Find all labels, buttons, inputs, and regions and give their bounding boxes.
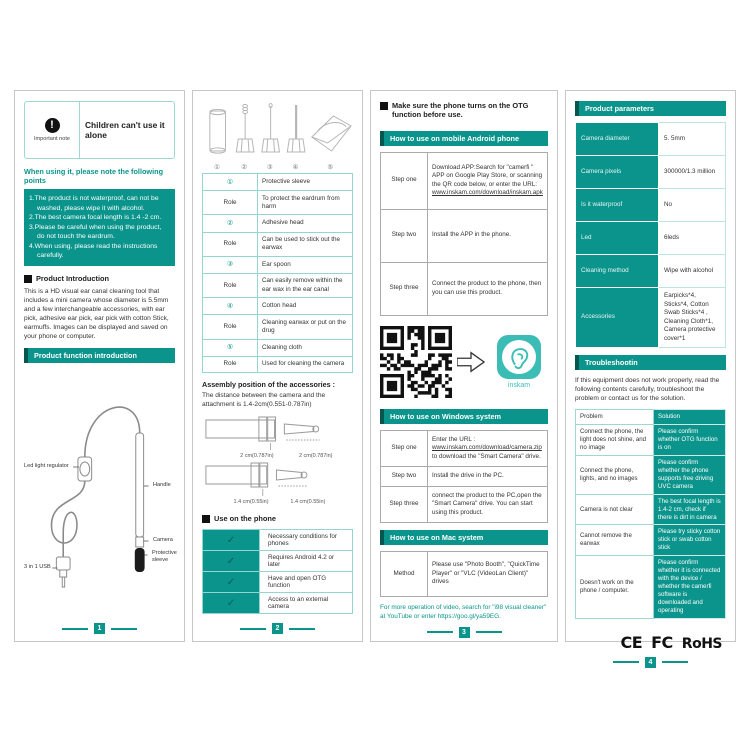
param-row <box>576 222 726 255</box>
accessory-number: ② <box>241 164 248 171</box>
step-label: Step three <box>381 262 428 315</box>
param-row <box>576 123 726 156</box>
accessory-numbers <box>202 163 353 173</box>
page-marker <box>202 618 353 636</box>
panel-4 <box>565 90 736 666</box>
step-text: connect the product to the PC,open the "Smart Camera" drive. You can start using this product. <box>428 486 548 523</box>
manual-sheet <box>14 90 736 666</box>
troubleshooting-text: If this equipment does not work properly, read the following contents carefully, troubleshoot the problem or contact us for the solution. <box>575 377 720 403</box>
method-text: Please use "Photo Booth", "QuickTime Player" or "VLC (VideoLan Client)" drives <box>428 552 548 597</box>
warning-item: 3.Please be careful when using the product, do not touch the eardrum. <box>29 223 162 241</box>
windows-section-header: How to use on Windows system <box>380 409 548 424</box>
accessory-num-cell: ⑤ <box>203 339 258 356</box>
fcc-logo: FC <box>651 632 673 652</box>
role-label-cell: Role <box>203 356 258 372</box>
use-on-phone-title: Use on the phone <box>214 514 277 524</box>
table-row <box>203 298 353 315</box>
step-row <box>381 152 548 209</box>
page-number: 2 <box>272 623 283 634</box>
role-label-cell: Role <box>203 232 258 256</box>
step-label: Step three <box>381 486 428 523</box>
accessory-number: ① <box>214 164 220 171</box>
page-dash <box>111 628 137 630</box>
warning-heading: When using it, please note the following points <box>24 167 164 185</box>
accessory-name-cell: Cleaning cloth <box>258 339 353 356</box>
panel-1 <box>14 90 185 642</box>
trouble-row <box>576 494 726 525</box>
windows-steps-table <box>380 430 548 524</box>
device-drawing <box>24 371 175 607</box>
product-introduction-text: This is a HD visual ear canal cleaning tool that includes a mini camera whose diameter is 5.5mm and a few interchangeable accessories, with ear pick, adhesive ear pick, ear pick with cotton Stick, earmuffs. Images can be displayed and saved on your phone or computer. <box>24 287 169 341</box>
otg-note-text: Make sure the phone turns on the OTG function before use. <box>392 101 529 120</box>
param-value: 6leds <box>659 222 726 255</box>
step-text-body: Download APP:Search for "camerfi " APP on Google Play Store, or scanning the QR code below, or enter the URL: <box>432 163 543 188</box>
param-value: Earpicks*4, Sticks*4, Cotton Swab Sticks*4 , Cleaning Cloth*1, Camera protective cover*1 <box>659 288 726 348</box>
trouble-row <box>576 455 726 494</box>
parameters-table <box>575 122 726 348</box>
page-marker <box>380 622 548 640</box>
problem-cell: Connect the phone, the light does not shine, and no image <box>576 425 654 456</box>
protective-sleeve-shape <box>135 548 145 572</box>
page-dash <box>240 628 266 630</box>
panel-2 <box>192 90 363 642</box>
role-text-cell: Used for cleaning the camera <box>258 356 353 372</box>
solution-cell: Please confirm whether the phone supports free driving UVC camera <box>654 455 726 494</box>
otg-note-header <box>380 101 548 120</box>
step-label: Step two <box>381 467 428 487</box>
step-text: Install the drive in the PC. <box>428 467 548 487</box>
accessories-table <box>202 173 353 373</box>
measure-label: 2 cm(0.787in) <box>298 453 333 460</box>
role-text-cell: Can easily remove within the ear wax in the ear canal <box>258 273 353 297</box>
checklist-row <box>203 530 353 551</box>
check-icon: ✓ <box>203 551 260 572</box>
checklist-row <box>203 551 353 572</box>
step-label: Step one <box>381 152 428 209</box>
param-row <box>576 288 726 348</box>
arrow-right-icon <box>457 351 485 373</box>
accessory-name-cell: Cotton head <box>258 298 353 315</box>
warning-item: 2.The best camera focal length is 1.4 -2 cm. <box>29 214 162 222</box>
trouble-row <box>576 425 726 456</box>
step-text-body: Enter the URL : <box>432 435 476 443</box>
parameters-header: Product parameters <box>575 101 726 116</box>
accessory-number: ④ <box>292 164 299 171</box>
mac-section-header: How to use on Mac system <box>380 530 548 545</box>
param-value: 300000/1.3 million <box>659 156 726 189</box>
problem-cell: Connect the phone, lights, and no images <box>576 455 654 494</box>
trouble-row <box>576 525 726 556</box>
solution-cell: Please confirm whether it is connected with the device / whether the camerfi software is downloaded and operating <box>654 556 726 618</box>
android-steps-table <box>380 152 548 316</box>
step-row <box>381 262 548 315</box>
protective-sleeve-label: Protective sleeve <box>152 550 177 563</box>
ce-logo: CE <box>620 632 643 652</box>
step-label: Step one <box>381 430 428 467</box>
role-label-cell: Role <box>203 273 258 297</box>
check-icon: ✓ <box>203 530 260 551</box>
qr-section <box>380 326 548 398</box>
accessory-number: ⑤ <box>327 164 334 171</box>
troubleshooting-header: Troubleshootin <box>575 355 726 370</box>
use-on-phone-header <box>202 514 353 523</box>
accessory-name-cell: Protective sleeve <box>258 174 353 191</box>
param-value: 5. 5mm <box>659 123 726 156</box>
table-row <box>203 191 353 215</box>
warning-list <box>24 189 175 266</box>
accessory-num-cell: ④ <box>203 298 258 315</box>
checklist-row <box>203 572 353 593</box>
product-introduction-title: Product Introduction <box>36 273 110 283</box>
table-row <box>203 315 353 339</box>
check-icon: ✓ <box>203 572 260 593</box>
ear-icon <box>502 340 536 374</box>
section-bullet-icon <box>24 275 32 283</box>
inskam-app-label: inskam <box>507 381 531 389</box>
mac-method-table <box>380 551 548 597</box>
assembly-diagram <box>202 412 353 506</box>
camera-label: Camera <box>153 537 173 544</box>
warning-item: 4.When using, please read the instructions carefully. <box>29 242 158 260</box>
problem-cell: Doesn't work on the phone / computer. <box>576 556 654 618</box>
table-row <box>203 356 353 372</box>
measure-label: 1.4 cm(0.55in) <box>233 499 269 506</box>
download-url[interactable]: www.inskam.com/download/inskam.apk <box>432 189 543 196</box>
assembly-title: Assembly position of the accessories : <box>202 380 336 390</box>
solution-cell: Please try sticky cotton stick or swab cotton stick <box>654 525 726 556</box>
device-diagram <box>24 371 175 607</box>
download-url[interactable]: www.inskam.com/download/camera.zip <box>432 444 542 451</box>
page-number: 3 <box>459 627 470 638</box>
page-number: 4 <box>645 657 656 668</box>
page-marker <box>24 618 175 636</box>
role-text-cell: Cleaning earwax or put on the drug <box>258 315 353 339</box>
page-dash <box>62 628 88 630</box>
param-key: Is it waterproof <box>576 189 659 222</box>
qr-code <box>380 326 452 398</box>
checklist-text: Necessary conditions for phones <box>260 530 353 551</box>
role-label-cell: Role <box>203 315 258 339</box>
page-dash <box>427 631 453 633</box>
accessory-number: ③ <box>266 164 273 171</box>
role-text-cell: To protect the eardrum from harm <box>258 191 353 215</box>
step-row <box>381 552 548 597</box>
step-row <box>381 209 548 262</box>
usb-label: 3 in 1 USB <box>24 564 51 571</box>
important-note-box <box>24 101 175 159</box>
table-row <box>203 256 353 273</box>
problem-cell: Camera is not clear <box>576 494 654 525</box>
param-row <box>576 189 726 222</box>
accessory-num-cell: ① <box>203 174 258 191</box>
trouble-row <box>576 556 726 618</box>
accessory-num-cell: ② <box>203 215 258 232</box>
exclamation-icon: ! <box>45 118 60 133</box>
param-key: Camera pixels <box>576 156 659 189</box>
step-row <box>381 486 548 523</box>
role-text-cell: Can be used to stick out the earwax <box>258 232 353 256</box>
param-key: Cleaning method <box>576 255 659 288</box>
param-key: Accessories <box>576 288 659 348</box>
step-row <box>381 467 548 487</box>
measure-label: 1.4 cm(0.55in) <box>290 499 326 506</box>
product-function-header: Product function introduction <box>24 348 175 363</box>
step-text <box>428 152 548 209</box>
handle-label: Handle <box>153 482 171 489</box>
accessory-num-cell: ③ <box>203 256 258 273</box>
problem-header: Problem <box>576 410 654 425</box>
page-dash <box>289 628 315 630</box>
solution-header: Solution <box>654 410 726 425</box>
page-marker <box>575 652 726 670</box>
step-text: Install the APP in the phone. <box>428 209 548 262</box>
table-row <box>203 339 353 356</box>
led-regulator-label: Led light regulator <box>24 463 69 470</box>
param-value: No <box>659 189 726 222</box>
accessories-figure <box>202 101 353 173</box>
section-bullet-icon <box>380 102 388 110</box>
page-number: 1 <box>94 623 105 634</box>
inskam-app <box>490 335 548 389</box>
accessory-name-cell: Ear spoon <box>258 256 353 273</box>
table-row <box>203 215 353 232</box>
step-text-body: to download the "Smart Camera" drive. <box>432 452 541 460</box>
checklist-text: Access to an external camera <box>260 593 353 614</box>
table-row <box>203 174 353 191</box>
page-dash <box>613 661 639 663</box>
accessories-drawing <box>202 101 353 163</box>
important-note-cell <box>25 102 80 158</box>
checklist-text: Requires Android 4.2 or later <box>260 551 353 572</box>
accessory-name-cell: Adhesive head <box>258 215 353 232</box>
table-row <box>203 232 353 256</box>
solution-cell: Please confirm whether OTG function is on <box>654 425 726 456</box>
param-row <box>576 255 726 288</box>
product-introduction-header <box>24 274 175 283</box>
phone-checklist <box>202 529 353 614</box>
step-text <box>428 430 548 467</box>
page-dash <box>476 631 502 633</box>
checklist-text: Have and open OTG function <box>260 572 353 593</box>
role-label-cell: Role <box>203 191 258 215</box>
check-icon: ✓ <box>203 593 260 614</box>
step-text: Connect the product to the phone, then you can use this product. <box>428 262 548 315</box>
video-footnote: For more operation of video, search for "i98 visual cleaner" at YouTube or enter https://goo.gl/ya59EG. <box>380 604 547 620</box>
method-label: Method <box>381 552 428 597</box>
important-note-title: Children can't use it alone <box>85 119 165 140</box>
trouble-header-row <box>576 410 726 425</box>
param-row <box>576 156 726 189</box>
table-row <box>203 273 353 297</box>
troubleshooting-table <box>575 409 726 618</box>
param-key: Led <box>576 222 659 255</box>
param-key: Camera diameter <box>576 123 659 156</box>
important-note-label: Important note <box>33 136 71 142</box>
warning-item: 1.The product is not waterproof, can not be washed, please wipe it with alcohol. <box>29 195 159 212</box>
android-section-header: How to use on mobile Android phone <box>380 131 548 146</box>
inskam-app-icon <box>497 335 541 379</box>
problem-cell: Cannot remove the earwax <box>576 525 654 556</box>
step-row <box>381 430 548 467</box>
checklist-row <box>203 593 353 614</box>
page-dash <box>662 661 688 663</box>
measure-label: 2 cm(0.787in) <box>240 453 274 460</box>
certifications <box>575 633 726 652</box>
solution-cell: The best focal length is 1.4-2 cm, check if there is dirt in camera <box>654 494 726 525</box>
section-bullet-icon <box>202 515 210 523</box>
panel-3 <box>370 90 558 642</box>
rohs-logo: RoHS <box>681 635 722 652</box>
step-label: Step two <box>381 209 428 262</box>
param-value: Wipe with alcohol <box>659 255 726 288</box>
assembly-text: The distance between the camera and the attachment is 1.4-2cm(0.551-0.787in) <box>202 392 326 409</box>
